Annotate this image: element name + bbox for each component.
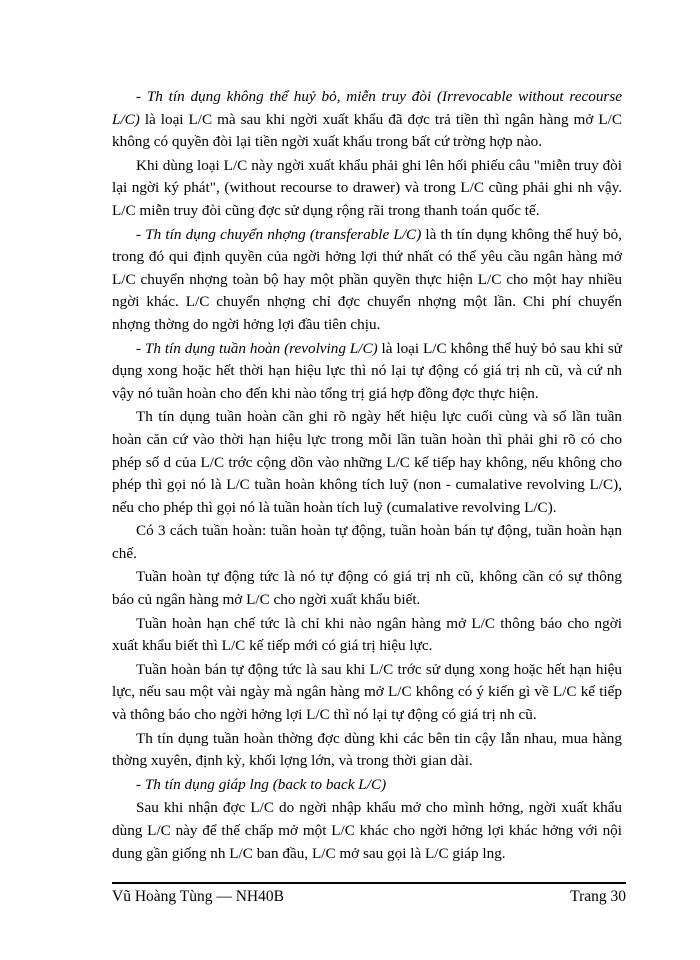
paragraph-text: Th tín dụng tuần hoàn thờng đợc dùng khi các bên tin cậy lẫn nhau, mua hàng thờng xuyên, định kỳ, khối lợng lớn, và trong thời gian dài. — [112, 729, 622, 770]
paragraph-revolving-usage — [112, 728, 622, 773]
paragraph-transferable — [112, 224, 622, 337]
paragraph-without-recourse-usage — [112, 155, 622, 223]
paragraph-text: Tuần hoàn tự động tức là nó tự động có giá trị nh cũ, không cần có sự thông báo củ ngân hàng mở L/C cho ngời xuất khẩu biết. — [112, 568, 622, 609]
paragraph-revolving-details — [112, 406, 622, 519]
paragraph-text: Tuần hoàn hạn chế tức là chỉ khi nào ngân hàng mở L/C thông báo cho ngời xuất khẩu biết thì L/C kế tiếp mới có giá trị hiệu lực. — [112, 614, 622, 655]
paragraph-text: Có 3 cách tuần hoàn: tuần hoàn tự động, tuần hoàn bán tự động, tuần hoàn hạn chế. — [112, 522, 622, 562]
term-transferable: - Th tín dụng chuyển nhợng (transferable L/C) — [136, 225, 422, 243]
paragraph-text: Khi dùng loại L/C này ngời xuất khẩu phải ghi lên hối phiếu câu "miễn truy đòi lại ngời ký phát", (without recourse to drawer) và trong L/C cũng phải ghi nh vậy. L/C miễn truy đòi cũng đợc sử dụng rộng rãi trong thanh toán quốc tế. — [112, 156, 622, 219]
paragraph-semi-automatic-revolving — [112, 659, 622, 727]
paragraph-text: là loại L/C không thể huỷ bỏ sau khi sử dụng xong hoặc hết thời hạn hiệu lực thì nó lại tự động có giá trị nh cũ, và cứ nh vậy nó tuần hoàn cho đến khi nào tổng trị giá hợp đồng đợc thực hiện. — [112, 339, 622, 402]
term-irrevocable-without-recourse: - Th tín dụng không thể huỷ bỏ, miễn truy đòi (Irrevocable without recourse L/C) — [112, 88, 622, 128]
paragraph-text: là loại L/C mà sau khi ngời xuất khẩu đã đợc trả tiền thì ngân hàng mở L/C không có quyền đòi lại tiền ngời xuất khẩu trong bất cứ trờng hợp nào. — [112, 110, 622, 151]
paragraph-revolving — [112, 338, 622, 406]
body-text — [112, 86, 622, 866]
paragraph-back-to-back — [112, 774, 622, 797]
paragraph-text: Th tín dụng tuần hoàn cần ghi rõ ngày hết hiệu lực cuối cùng và số lần tuần hoàn căn cứ vào thời hạn hiệu lực trong mỗi lần tuần hoàn thì phải ghi rõ có cho phép số d của L/C trớc cộng dồn vào những L/C kế tiếp hay không, nếu không cho phép thì gọi nó là L/C tuần hoàn không tích luỹ (non - cumalative revolving L/C), nếu cho phép thì gọi nó là tuần hoàn tích luỹ (cumalative revolving L/C). — [112, 408, 622, 516]
paragraph-text: Sau khi nhận đợc L/C do ngời nhập khẩu mở cho mình hởng, ngời xuất khẩu dùng L/C này để thế chấp mở một L/C khác cho ngời hởng lợi khác hởng với nội dung gần giống nh L/C ban đầu, L/C mở sau gọi là L/C giáp lng. — [112, 799, 622, 862]
paragraph-limited-revolving — [112, 613, 622, 658]
term-back-to-back: - Th tín dụng giáp lng (back to back L/C) — [136, 775, 387, 793]
paragraph-revolving-types — [112, 520, 622, 565]
footer-author: Vũ Hoàng Tùng — NH40B — [112, 888, 284, 905]
paragraph-text: Tuần hoàn bán tự động tức là sau khi L/C trớc sử dụng xong hoặc hết hạn hiệu lực, nếu sau một vài ngày mà ngân hàng mở L/C không có ý kiến gì về L/C kế tiếp và thông báo cho ngời hởng lợi L/C thì nó lại tự động có giá trị nh cũ. — [112, 660, 622, 724]
paragraph-automatic-revolving — [112, 566, 622, 611]
footer-page-number: Trang 30 — [570, 888, 626, 905]
term-revolving: - Th tín dụng tuần hoàn (revolving L/C) — [136, 339, 378, 357]
paragraph-text: là th tín dụng không thể huỷ bỏ, trong đó qui định quyền của ngời hởng lợi thứ nhất có thể yêu cầu ngân hàng mở L/C chuyển nhợng toàn bộ hay một phần quyền thực hiện L/C cho một hay nhiều ngời khác. L/C chuyển nhợng chỉ đợc chuyển nhợng một lần. Chi phí chuyển nhợng thờng do ngời hởng lợi đầu tiên chịu. — [112, 225, 622, 333]
paragraph-irrevocable-without-recourse — [112, 86, 622, 154]
paragraph-back-to-back-details — [112, 797, 622, 865]
footer-divider — [112, 882, 626, 884]
